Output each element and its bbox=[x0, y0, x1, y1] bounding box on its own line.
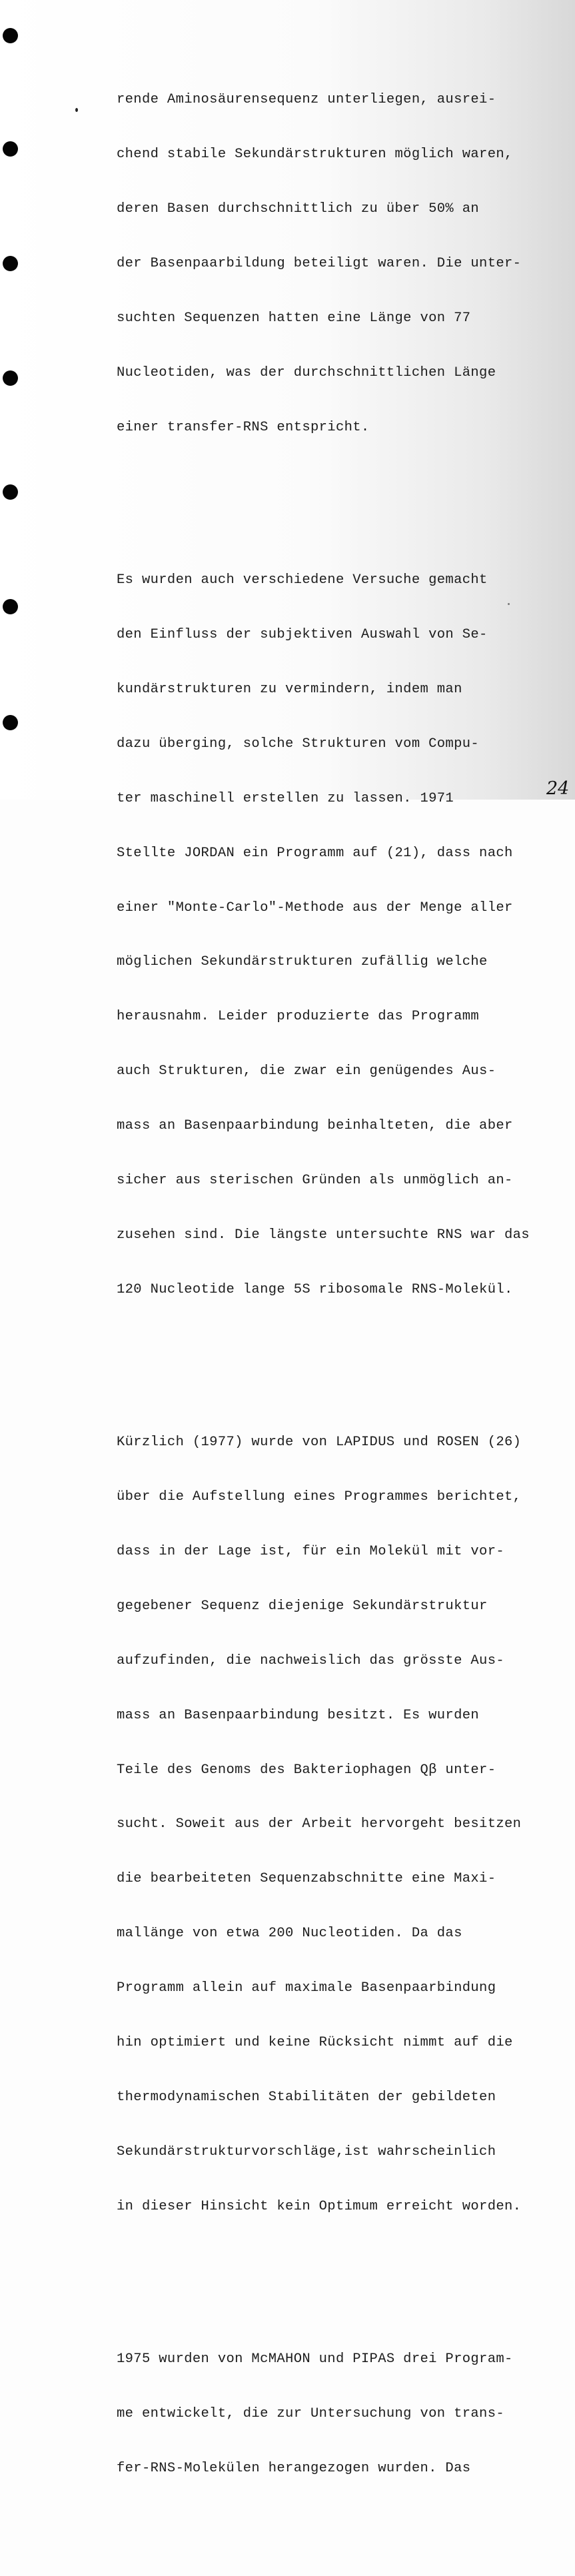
text-line: thermodynamischen Stabilitäten der gebildeten bbox=[117, 2089, 496, 2105]
paragraph-1 bbox=[117, 55, 556, 473]
typed-body-text bbox=[117, 0, 556, 2576]
punch-hole bbox=[3, 484, 18, 500]
text-line: einer "Monte-Carlo"-Methode aus der Menge aller bbox=[117, 900, 513, 916]
text-line: Kürzlich (1977) wurde von LAPIDUS und ROSEN (26) bbox=[117, 1435, 522, 1451]
text-line: in dieser Hinsicht kein Optimum erreicht worden. bbox=[117, 2198, 522, 2214]
handwritten-page-number: 24 bbox=[546, 778, 570, 799]
text-line: Nucleotiden, was der durchschnittlichen Länge bbox=[117, 364, 496, 380]
text-line: möglichen Sekundärstrukturen zufällig welche bbox=[117, 954, 488, 970]
text-line: 1975 wurden von McMAHON und PIPAS drei Program- bbox=[117, 2351, 513, 2367]
text-line: zusehen sind. Die längste untersuchte RNS war das bbox=[117, 1227, 530, 1243]
punch-hole bbox=[3, 370, 18, 386]
text-line: sucht. Soweit aus der Arbeit hervorgeht besitzen bbox=[117, 1816, 522, 1832]
text-line: ter maschinell erstellen zu lassen. 1971 bbox=[117, 790, 454, 806]
punch-hole bbox=[3, 141, 18, 157]
text-line: den Einfluss der subjektiven Auswahl von Se- bbox=[117, 627, 488, 643]
text-line: dass in der Lage ist, für ein Molekül mit vor- bbox=[117, 1543, 504, 1559]
text-line: auch Strukturen, die zwar ein genügendes Aus- bbox=[117, 1063, 496, 1079]
text-line: rende Aminosäurensequenz unterliegen, ausrei- bbox=[117, 92, 496, 108]
text-line: Sekundärstrukturvorschläge,ist wahrscheinlich bbox=[117, 2144, 496, 2160]
punch-hole bbox=[3, 28, 18, 43]
text-line: Teile des Genoms des Bakteriophagen Qβ unter- bbox=[117, 1762, 496, 1778]
text-line: Es wurden auch verschiedene Versuche gemacht bbox=[117, 572, 488, 588]
text-line: me entwickelt, die zur Untersuchung von trans- bbox=[117, 2405, 504, 2421]
text-line: über die Aufstellung eines Programmes berichtet, bbox=[117, 1489, 522, 1505]
text-line: suchten Sequenzen hatten eine Länge von 77 bbox=[117, 311, 471, 326]
text-line: 120 Nucleotide lange 5S ribosomale RNS-Molekül. bbox=[117, 1281, 513, 1297]
paragraph-3 bbox=[117, 1397, 556, 2252]
text-line: die bearbeiteten Sequenzabschnitte eine Maxi- bbox=[117, 1871, 496, 1887]
text-line: Stellte JORDAN ein Programm auf (21), dass nach bbox=[117, 845, 513, 861]
text-line: Programm allein auf maximale Basenpaarbindung bbox=[117, 1980, 496, 1996]
text-line: gegebener Sequenz diejenige Sekundärstruktur bbox=[117, 1598, 488, 1614]
text-line: herausnahm. Leider produzierte das Programm bbox=[117, 1009, 480, 1025]
text-line: mass an Basenpaarbindung beinhalteten, die aber bbox=[117, 1118, 513, 1134]
punch-hole bbox=[3, 599, 18, 614]
text-line: dazu überging, solche Strukturen vom Compu- bbox=[117, 736, 480, 752]
scan-speck bbox=[75, 108, 78, 112]
punch-hole bbox=[3, 256, 18, 271]
text-line: sicher aus sterischen Gründen als unmöglich an- bbox=[117, 1173, 513, 1188]
text-line: einer transfer-RNS entspricht. bbox=[117, 419, 370, 435]
text-line: deren Basen durchschnittlich zu über 50% an bbox=[117, 201, 480, 217]
text-line: kundärstrukturen zu vermindern, indem man bbox=[117, 681, 462, 697]
paragraph-2 bbox=[117, 535, 556, 1335]
text-line: aufzufinden, die nachweislich das grösste Aus- bbox=[117, 1652, 504, 1668]
text-line: fer-RNS-Molekülen herangezogen wurden. Das bbox=[117, 2460, 471, 2476]
text-line: hin optimiert und keine Rücksicht nimmt auf die bbox=[117, 2034, 513, 2050]
text-line: mass an Basenpaarbindung besitzt. Es wurden bbox=[117, 1707, 480, 1723]
punch-hole bbox=[3, 715, 18, 730]
paragraph-4 bbox=[117, 2313, 556, 2513]
text-line: der Basenpaarbildung beteiligt waren. Die unter- bbox=[117, 256, 522, 272]
text-line: chend stabile Sekundärstrukturen möglich waren, bbox=[117, 147, 513, 163]
text-line: mallänge von etwa 200 Nucleotiden. Da das bbox=[117, 1926, 462, 1942]
